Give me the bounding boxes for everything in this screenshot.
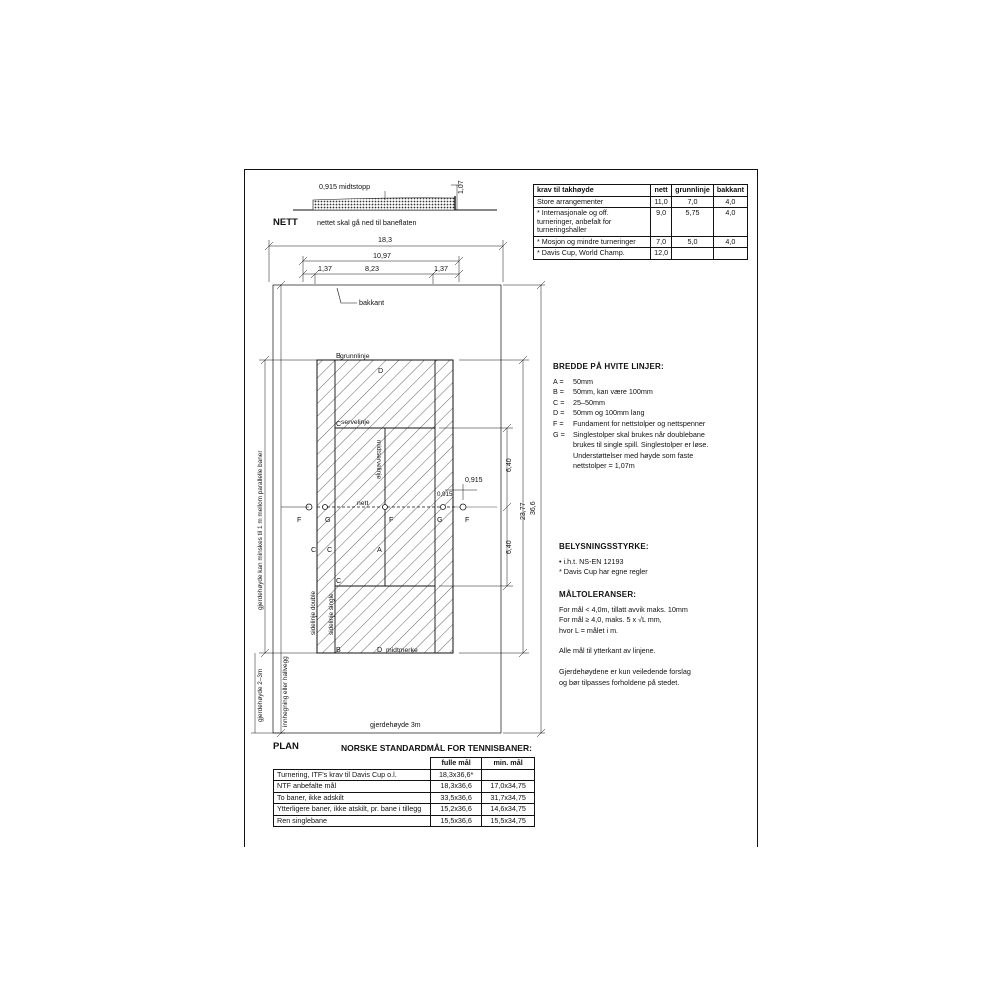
dim-singles-width: 8,23 xyxy=(365,264,379,273)
tolerance-note: Alle mål til ytterkant av linjene. xyxy=(559,646,656,656)
midtmerke-label: midtmerke xyxy=(386,647,418,654)
net-mesh xyxy=(313,198,455,210)
list-item: For mål < 4,0m, tillatt avvik maks. 10mm xyxy=(559,604,688,614)
gjerdehoyde-left-label: gjerdehøyde kan minskes til 1 m mellom parallelle baner xyxy=(257,450,264,610)
list-item: * Davis Cup har egne regler xyxy=(559,567,648,577)
table-row: Ren singlebane 15,5x36,6 15,5x34,75 xyxy=(274,815,535,827)
label-g-left: G xyxy=(325,515,331,524)
list-item: G = Singlestolper skal brukes når doublebane brukes til single spill. Singlestolper er løse. Understøttelser med høyde som faste nettstolper = 1,07m xyxy=(553,429,709,471)
ceiling-header-label: krav til takhøyde xyxy=(534,185,651,197)
dim-doubles-width: 10,97 xyxy=(373,251,391,260)
standards-header-min: min. mål xyxy=(482,758,535,770)
dim-alley-right: 1,37 xyxy=(434,264,448,273)
label-d-top: D xyxy=(378,366,384,375)
plan-heading: PLAN xyxy=(273,741,299,752)
label-f-left: F xyxy=(297,515,302,524)
dim-total-length: 36,6 xyxy=(530,501,537,515)
single-post-left xyxy=(323,505,328,510)
dim-post-offset: 0,915 xyxy=(465,477,483,484)
label-b-top: B xyxy=(336,351,341,360)
net-note: nettet skal gå ned til baneflaten xyxy=(317,218,417,227)
label-g-right: G xyxy=(437,515,443,524)
list-item: For mål ≥ 4,0, maks. 5 x √L mm, xyxy=(559,615,662,625)
net-height-label: 1,07 xyxy=(458,180,465,194)
table-row: Store arrangementer 11,0 7,0 4,0 xyxy=(534,196,748,208)
label-c-service-top: C xyxy=(336,419,342,428)
table-row: * Davis Cup, World Champ. 12,0 xyxy=(534,248,748,260)
net-heading: NETT xyxy=(273,217,298,228)
ceiling-header-grunnlinje: grunnlinje xyxy=(672,185,714,197)
tennis-court xyxy=(317,360,497,653)
list-item: C = 25–50mm xyxy=(553,397,605,407)
list-item: F = Fundament for nettstolper og nettspenner xyxy=(553,418,706,428)
lighting-heading: BELYSNINGSSTYRKE: xyxy=(559,542,649,551)
label-f-center: F xyxy=(389,515,394,524)
innhegning-label: innhegning eller hallvegg xyxy=(282,656,289,727)
label-f-right: F xyxy=(465,515,470,524)
dim-total-width: 18,3 xyxy=(378,235,392,244)
table-row: To baner, ikke adskilt 33,5x36,6 31,7x34,75 xyxy=(274,792,535,804)
fence-note: Gjerdehøydene er kun veiledende forslag og bør tilpasses forholdene på stedet. xyxy=(559,666,691,687)
net-post-right xyxy=(460,504,466,510)
list-item: D = 50mm og 100mm lang xyxy=(553,408,645,418)
table-row: Turnering, ITF's krav til Davis Cup o.l. 18,3x36,6* xyxy=(274,769,535,781)
ceiling-height-table xyxy=(533,184,748,260)
table-row: Ytterligere baner, ikke atskilt, pr. bane i tillegg 15,2x36,6 14,6x34,75 xyxy=(274,804,535,816)
dim-alley-left: 1,37 xyxy=(318,264,332,273)
list-item: hvor L = målet i m. xyxy=(559,625,619,635)
servelinje-label: servelinje xyxy=(341,419,370,426)
list-item: • i.h.t. NS-EN 12193 xyxy=(559,556,624,566)
table-row: NTF anbefalte mål 18,3x36,6 17,0x34,75 xyxy=(274,781,535,793)
center-post xyxy=(383,505,388,510)
list-item: A = 50mm xyxy=(553,376,593,386)
label-d-bottom: D xyxy=(377,645,383,654)
dim-service-top: 6,40 xyxy=(506,458,513,472)
tolerances-heading: MÅLTOLERANSER: xyxy=(559,590,637,599)
sidelinje-single-label: sidelinje single xyxy=(328,593,335,635)
dim-service-bottom: 6,40 xyxy=(506,540,513,554)
ceiling-header-nett: nett xyxy=(651,185,672,197)
grunnlinje-label: grunnlinje xyxy=(340,353,370,360)
gjerdehoyde-bottom-label: gjerdehøyde 3m xyxy=(370,722,421,729)
dim-court-length: 23,77 xyxy=(520,502,527,520)
table-row: * Internasjonale og off. turneringer, anbefalt for turneringshaller 9,0 5,75 4,0 xyxy=(534,208,748,237)
ceiling-header-bakkant: bakkant xyxy=(713,185,747,197)
standards-table xyxy=(273,757,535,827)
label-b-bottom: B xyxy=(336,645,341,654)
line-widths-heading: BREDDE PÅ HVITE LINJER: xyxy=(553,362,664,371)
top-dimensions xyxy=(265,240,507,284)
sidelinje-double-label: sidelinje double xyxy=(310,590,317,635)
tolerances-section xyxy=(559,590,719,688)
gjerdehoyde-side-label: gjerdehøyde 2–3m xyxy=(257,668,264,722)
lighting-section xyxy=(559,542,709,578)
nett-label: nett xyxy=(357,500,369,507)
line-widths-legend xyxy=(553,362,713,472)
net-elevation xyxy=(273,180,497,228)
single-post-right xyxy=(441,505,446,510)
midtservelinje-label: midtservelinje xyxy=(375,440,382,480)
drawing-sheet xyxy=(244,169,758,847)
standards-header-full: fulle mål xyxy=(431,758,482,770)
midtstopp-label: 0,915 midtstopp xyxy=(319,182,371,191)
table-row: * Mosjon og mindre turneringer 7,0 5,0 4,0 xyxy=(534,236,748,248)
label-c-service-bottom: C xyxy=(336,576,342,585)
standards-title: NORSKE STANDARDMÅL FOR TENNISBANER: xyxy=(341,743,532,753)
label-c-left-inner: C xyxy=(327,545,333,554)
label-c-left-outer: C xyxy=(311,545,317,554)
list-item: B = 50mm, kan være 100mm xyxy=(553,387,653,397)
dim-post-offset-small: 0,915 xyxy=(437,491,453,498)
label-a: A xyxy=(377,545,382,554)
bakkant-label: bakkant xyxy=(359,298,385,307)
